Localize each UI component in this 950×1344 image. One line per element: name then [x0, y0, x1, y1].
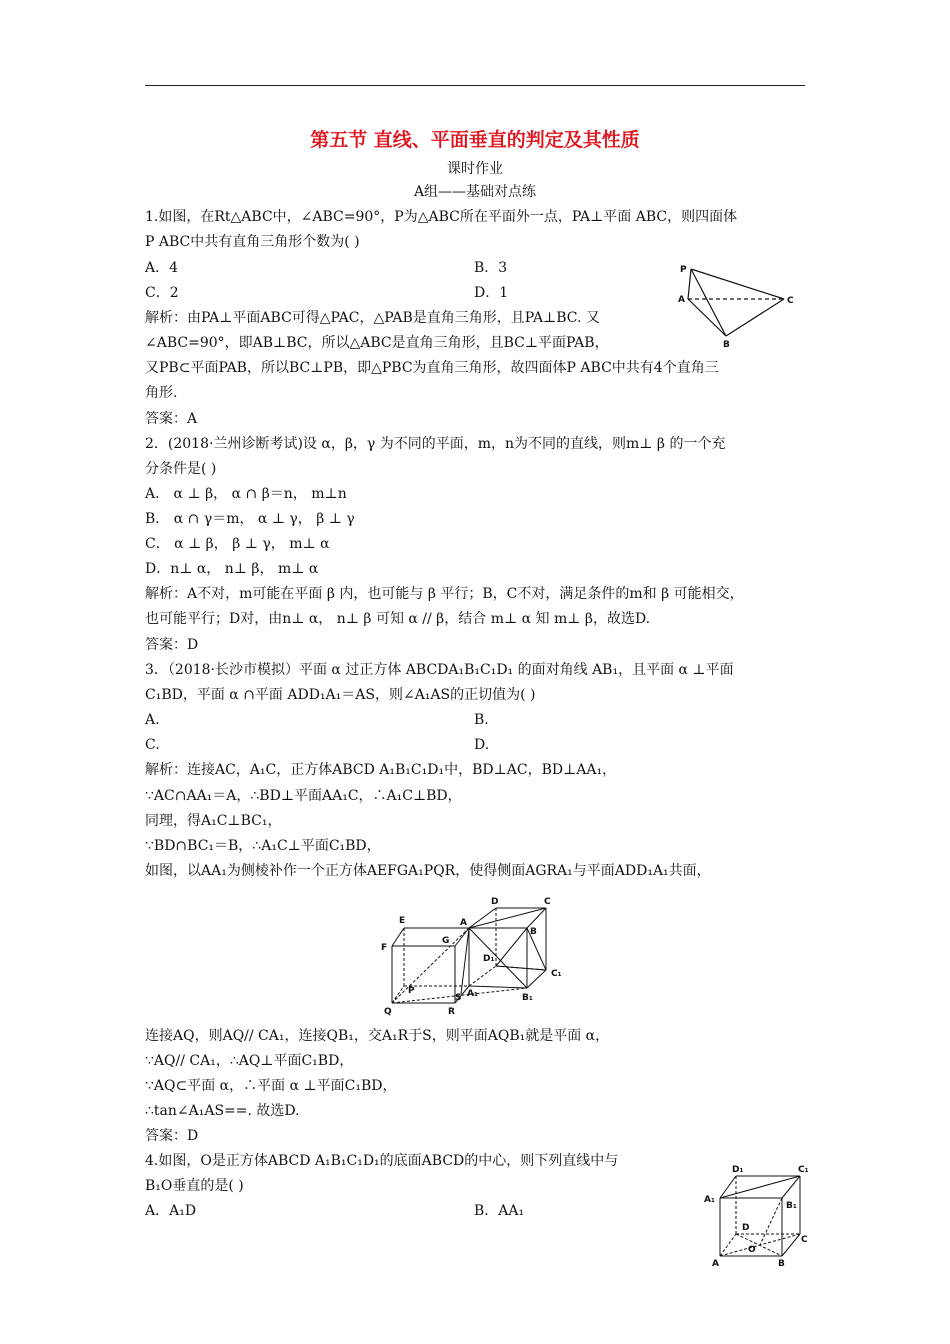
q2-stem-line2: 分条件是( ) [145, 461, 217, 477]
q4-fig-label-a: A [712, 1259, 719, 1269]
q4-stem-line1: 4.如图，O是正方体ABCD A₁B₁C₁D₁的底面ABCD的中心，则下列直线中与 [145, 1153, 619, 1169]
subtitle: 课时作业 [447, 161, 503, 177]
q3-fig-label-a: A [460, 918, 467, 928]
q3-solution-line9: ∴tan∠A₁AS==. 故选D. [145, 1103, 300, 1119]
q2-option-a: A． α ⊥ β， α ∩ β＝n， m⊥n [145, 486, 347, 502]
q3-fig-label-q: Q [384, 1007, 392, 1017]
q4-fig-label-c1: C₁ [798, 1165, 809, 1175]
q4-cube-figure [702, 1162, 812, 1272]
q2-answer: 答案：D [145, 637, 199, 653]
q3-answer: 答案：D [145, 1128, 199, 1144]
q1-stem-line1: 1.如图，在Rt△ABC中，∠ABC=90°，P为△ABC所在平面外一点，PA⊥平面 ABC，则四面体 [145, 209, 738, 225]
q1-stem-line2: P ABC中共有直角三角形个数为( ) [145, 234, 360, 250]
q3-fig-label-c1: C₁ [551, 969, 562, 979]
q3-stem-line1: 3．（2018·长沙市模拟）平面 α 过正方体 ABCDA₁B₁C₁D₁ 的面对角线 AB₁，且平面 α ⊥平面 [145, 662, 734, 678]
q2-solution-line2: 也可能平行；D对，由n⊥ α， n⊥ β 可知 α // β，结合 m⊥ α 知 m⊥ β，故选D. [145, 611, 651, 627]
q3-fig-label-p: P [408, 986, 415, 996]
q4-fig-label-c: C [801, 1235, 808, 1245]
q3-fig-label-d1: D₁ [483, 954, 495, 964]
q3-solution-line8: ∵AQ⊂平面 α，∴平面 α ⊥平面C₁BD， [145, 1078, 397, 1094]
q1-option-c: C．2 [145, 285, 179, 301]
q4-fig-label-d: D [742, 1223, 750, 1233]
q4-fig-label-b: B [778, 1259, 785, 1269]
q3-fig-label-s: S [455, 993, 462, 1003]
q3-fig-label-c: C [544, 897, 551, 907]
q1-fig-label-c: C [787, 296, 794, 306]
q3-solution-line2: ∵AC∩AA₁＝A，∴BD⊥平面AA₁C，∴A₁C⊥BD， [145, 788, 462, 804]
top-rule [145, 85, 805, 86]
q4-fig-label-d1: D₁ [732, 1165, 744, 1175]
q3-fig-label-f: F [381, 943, 388, 953]
q1-option-a: A．4 [145, 260, 179, 276]
q2-option-b: B． α ∩ γ＝m， α ⊥ γ， β ⊥ γ [145, 511, 355, 527]
q3-option-a: A. [145, 712, 160, 728]
q3-solution-line3: 同理，得A₁C⊥BC₁， [145, 813, 282, 829]
q1-solution-line4: 角形. [145, 385, 178, 401]
q1-fig-label-b: B [723, 340, 730, 350]
q2-solution-line1: 解析：A不对，m可能在平面 β 内，也可能与 β 平行；B，C不对，满足条件的m和 β 可能相交， [145, 586, 744, 602]
q3-fig-label-b: B [530, 927, 537, 937]
q1-solution-line1: 解析：由PA⊥平面ABC可得△PAC，△PAB是直角三角形，且PA⊥BC. 又 [145, 310, 600, 326]
q3-fig-label-e: E [399, 916, 406, 926]
q3-fig-label-d: D [491, 897, 499, 907]
q3-double-cube-figure [375, 890, 575, 1018]
q3-solution-line5: 如图，以AA₁为侧棱补作一个正方体AEFGA₁PQR，使得侧面AGRA₁与平面ADD₁A₁共面， [145, 863, 711, 879]
q3-fig-label-r: R [448, 1007, 455, 1017]
q3-option-b: B. [474, 712, 489, 728]
q3-fig-label-g: G [442, 936, 450, 946]
q1-fig-label-a: A [678, 295, 685, 305]
q1-fig-label-p: P [680, 265, 687, 275]
q4-fig-label-b1: B₁ [786, 1201, 797, 1211]
q4-option-a: A．A₁D [145, 1203, 197, 1219]
q1-tetrahedron-figure [676, 260, 806, 350]
q1-option-b: B．3 [474, 260, 508, 276]
q3-option-c: C. [145, 737, 160, 753]
q4-stem-line2: B₁O垂直的是( ) [145, 1178, 244, 1194]
q2-stem-line1: 2．(2018·兰州诊断考试)设 α，β，γ 为不同的平面，m，n为不同的直线，则m⊥ β 的一个充 [145, 436, 726, 452]
q4-option-b: B．AA₁ [474, 1203, 525, 1219]
q2-option-c: C． α ⊥ β， β ⊥ γ， m⊥ α [145, 536, 330, 552]
section-title: 第五节 直线、平面垂直的判定及其性质 [310, 129, 640, 151]
q1-solution-line2: ∠ABC=90°，即AB⊥BC，所以△ABC是直角三角形，且BC⊥平面PAB， [145, 335, 609, 351]
q1-solution-line3: 又PB⊂平面PAB，所以BC⊥PB，即△PBC为直角三角形，故四面体P ABC中共有4个直角三 [145, 360, 719, 376]
group-heading: A组——基础对点练 [413, 184, 537, 200]
q3-option-d: D. [474, 737, 490, 753]
q4-fig-label-o: O [748, 1245, 756, 1255]
q1-option-d: D．1 [474, 285, 509, 301]
q4-fig-label-a1: A₁ [704, 1195, 715, 1205]
q3-solution-line4: ∵BD∩BC₁＝B，∴A₁C⊥平面C₁BD， [145, 838, 381, 854]
q1-answer: 答案：A [145, 411, 198, 427]
q3-solution-line1: 解析：连接AC，A₁C，正方体ABCD A₁B₁C₁D₁中，BD⊥AC，BD⊥AA₁， [145, 762, 617, 778]
q2-option-d: D．n⊥ α， n⊥ β， m⊥ α [145, 561, 319, 577]
q3-solution-line6: 连接AQ，则AQ// CA₁，连接QB₁，交A₁R于S，则平面AQB₁就是平面 α， [145, 1028, 610, 1044]
q3-stem-line2: C₁BD，平面 α ∩平面 ADD₁A₁＝AS，则∠A₁AS的正切值为( ) [145, 687, 536, 703]
q3-solution-line7: ∵AQ// CA₁，∴AQ⊥平面C₁BD， [145, 1053, 354, 1069]
q3-fig-label-a1: A₁ [467, 989, 478, 999]
q3-fig-label-b1: B₁ [522, 993, 533, 1003]
